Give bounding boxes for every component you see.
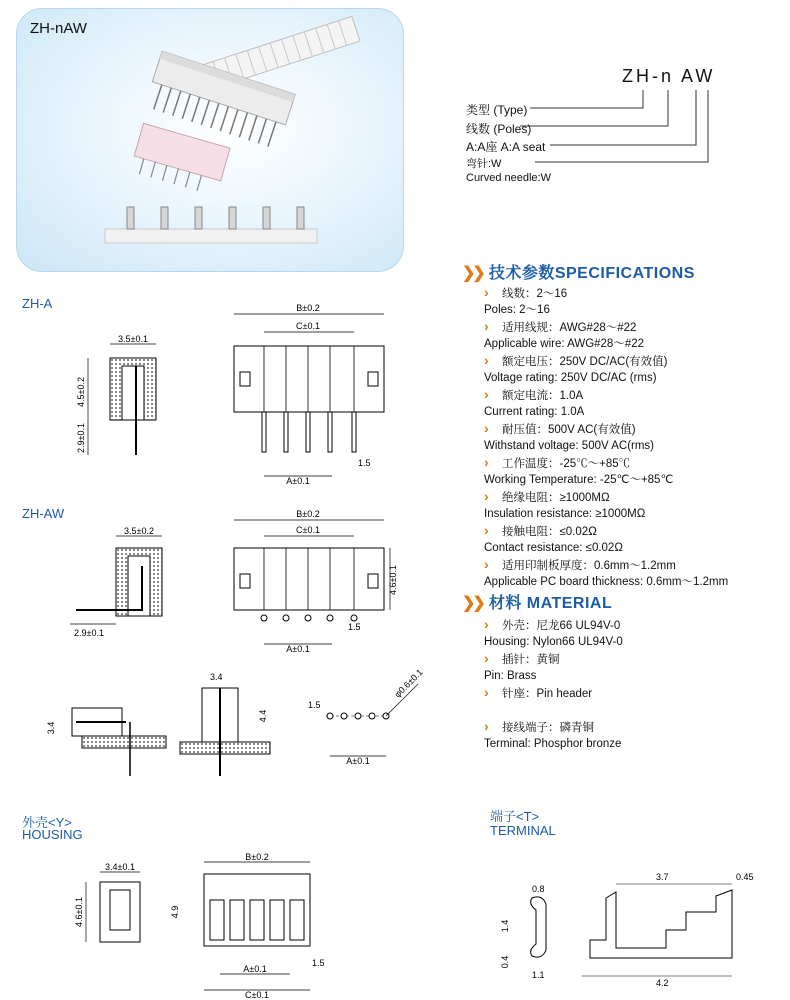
part-code: ZH-n AW bbox=[622, 66, 716, 86]
specs-list bbox=[484, 284, 784, 590]
dim-b: B±0.2 bbox=[296, 303, 320, 313]
label-housing-en: HOUSING bbox=[22, 827, 83, 842]
spec-item-en: Working Temperature: -25℃～+85℃ bbox=[484, 474, 674, 486]
spec-item: › 线数：2～16 bbox=[484, 284, 568, 300]
spec-item-en: Voltage rating: 250V DC/AC (rms) bbox=[484, 372, 657, 384]
material-item-en: Housing: Nylon66 UL94V-0 bbox=[484, 636, 623, 648]
spec-item: › 额定电流：1.0A bbox=[484, 386, 584, 402]
spec-item-en: Applicable PC board thickness: 0.6mm～1.2mm bbox=[484, 576, 729, 588]
housing-front-drawing bbox=[170, 850, 340, 1000]
dim-0-8: 0.8 bbox=[532, 884, 545, 894]
spec-item: › 绝缘电阻：≥1000MΩ bbox=[484, 488, 610, 504]
spec-item: › 适用线规：AWG#28～#22 bbox=[484, 318, 637, 334]
dim-0-45: 0.45 bbox=[736, 872, 754, 882]
label-terminal-cn: 端子<T> bbox=[490, 809, 540, 824]
spec-item-en: Contact resistance: ≤0.02Ω bbox=[484, 542, 623, 554]
dim-a-aw: A±0.1 bbox=[286, 644, 310, 654]
legend-seat: A:A座 A:A seat bbox=[466, 140, 546, 154]
dim-4-6-housing: 4.6±0.1 bbox=[74, 897, 84, 927]
dim-1-5-holes: 1.5 bbox=[308, 700, 321, 710]
dim-3-4-housing: 3.4±0.1 bbox=[105, 862, 135, 872]
dim-3-7: 3.7 bbox=[656, 872, 669, 882]
chevron-double-icon: ❯❯ bbox=[462, 265, 483, 282]
dim-b-housing: B±0.2 bbox=[245, 852, 269, 862]
dim-4-4: 4.4 bbox=[258, 709, 268, 723]
dim-3-4-top: 3.4 bbox=[210, 672, 223, 682]
dim-1-5-aw: 1.5 bbox=[348, 622, 361, 632]
zh-a-front-drawing bbox=[220, 300, 400, 490]
arrow-icon: › bbox=[484, 454, 489, 470]
spec-item-en: Withstand voltage: 500V AC(rms) bbox=[484, 440, 655, 452]
dim-b-aw: B±0.2 bbox=[296, 509, 320, 519]
material-item: › 针座：Pin header bbox=[484, 684, 593, 700]
specs-heading-text: 技术参数SPECIFICATIONS bbox=[488, 265, 695, 282]
product-photo-panel bbox=[16, 8, 404, 272]
spec-item: › 耐压值：500V AC(有效值) bbox=[484, 420, 636, 436]
legend-needle-en: Curved needle:W bbox=[466, 172, 551, 184]
spec-item: › 接触电阻：≤0.02Ω bbox=[484, 522, 597, 538]
arrow-icon: › bbox=[484, 386, 489, 402]
spec-item: › 工作温度：-25℃～+85℃ bbox=[484, 454, 631, 470]
dim-4-9: 4.9 bbox=[170, 905, 180, 919]
dim-c-aw: C±0.1 bbox=[296, 525, 320, 535]
dim-3-5-aw: 3.5±0.2 bbox=[124, 526, 154, 536]
legend-poles: 线数 (Poles) bbox=[466, 122, 532, 136]
dim-4-2: 4.2 bbox=[656, 978, 669, 988]
spec-item-en: Poles: 2～16 bbox=[484, 304, 550, 316]
material-heading-text: 材料 MATERIAL bbox=[488, 595, 613, 612]
pcb-side-drawing-aw bbox=[46, 692, 166, 782]
arrow-icon: › bbox=[484, 718, 489, 734]
specs-heading bbox=[462, 260, 695, 283]
dim-4-5: 4.5±0.2 bbox=[76, 377, 86, 407]
dim-2-9: 2.9±0.1 bbox=[76, 423, 86, 453]
material-item: › 接线端子：磷青铜 bbox=[484, 718, 594, 734]
zh-a-side-drawing bbox=[70, 330, 180, 470]
dim-c-housing: C±0.1 bbox=[245, 990, 269, 1000]
arrow-icon: › bbox=[484, 284, 489, 300]
legend-needle-cn: 弯针:W bbox=[466, 158, 502, 170]
dim-1-4: 1.4 bbox=[500, 919, 510, 933]
dim-a-housing: A±0.1 bbox=[243, 964, 267, 974]
spec-item-en: Applicable wire: AWG#28～#22 bbox=[484, 338, 645, 350]
spec-item: › 适用印制板厚度：0.6mm～1.2mm bbox=[484, 556, 676, 572]
spec-item-en: Current rating: 1.0A bbox=[484, 406, 585, 418]
legend-type: 类型 (Type) bbox=[466, 103, 528, 117]
label-zh-aw: ZH-AW bbox=[22, 506, 65, 521]
zh-aw-front-drawing bbox=[220, 506, 400, 666]
dim-1-1: 1.1 bbox=[532, 970, 545, 980]
label-zh-a: ZH-A bbox=[22, 296, 53, 311]
arrow-icon: › bbox=[484, 556, 489, 572]
dim-c: C±0.1 bbox=[296, 321, 320, 331]
material-heading bbox=[462, 590, 612, 613]
pcb-side-drawing-a bbox=[176, 670, 276, 782]
photo-title: ZH-nAW bbox=[30, 20, 87, 37]
material-item: › 外壳：尼龙66 UL94V-0 bbox=[484, 616, 621, 632]
pcb-hole-layout-drawing bbox=[300, 667, 440, 770]
connector-photo bbox=[17, 9, 403, 271]
label-terminal-en: TERMINAL bbox=[490, 823, 556, 838]
spec-item-en: Insulation resistance: ≥1000MΩ bbox=[484, 508, 646, 520]
dim-4-6: 4.6±0.1 bbox=[388, 565, 398, 595]
dim-a: A±0.1 bbox=[286, 476, 310, 486]
zh-aw-side-drawing bbox=[60, 524, 180, 644]
material-item: › 插针：黄铜 bbox=[484, 650, 560, 666]
arrow-icon: › bbox=[484, 420, 489, 436]
chevron-double-icon: ❯❯ bbox=[462, 595, 483, 612]
dim-3-4-side: 3.4 bbox=[46, 721, 56, 735]
dim-0-4: 0.4 bbox=[500, 955, 510, 969]
dim-a-holes: A±0.1 bbox=[346, 756, 370, 766]
material-item-en: Pin: Brass bbox=[484, 670, 537, 682]
arrow-icon: › bbox=[484, 318, 489, 334]
material-item-en: Terminal: Phosphor bronze bbox=[484, 738, 622, 750]
dim-2-9-aw: 2.9±0.1 bbox=[74, 628, 104, 638]
dim-phi: φ0.6±0.1 bbox=[392, 667, 425, 700]
arrow-icon: › bbox=[484, 488, 489, 504]
label-housing-cn: 外壳<Y> bbox=[22, 815, 72, 830]
arrow-icon: › bbox=[484, 522, 489, 538]
spec-item: › 额定电压：250V DC/AC(有效值) bbox=[484, 352, 668, 368]
arrow-icon: › bbox=[484, 684, 489, 700]
housing-side-drawing bbox=[76, 860, 156, 960]
arrow-icon: › bbox=[484, 616, 489, 632]
arrow-icon: › bbox=[484, 352, 489, 368]
dim-1-5-housing: 1.5 bbox=[312, 958, 325, 968]
dim-3-5: 3.5±0.1 bbox=[118, 334, 148, 344]
arrow-icon: › bbox=[484, 650, 489, 666]
terminal-end-drawing bbox=[496, 880, 576, 990]
dim-1-5: 1.5 bbox=[358, 458, 371, 468]
material-list bbox=[484, 616, 784, 752]
terminal-side-drawing bbox=[576, 870, 756, 990]
